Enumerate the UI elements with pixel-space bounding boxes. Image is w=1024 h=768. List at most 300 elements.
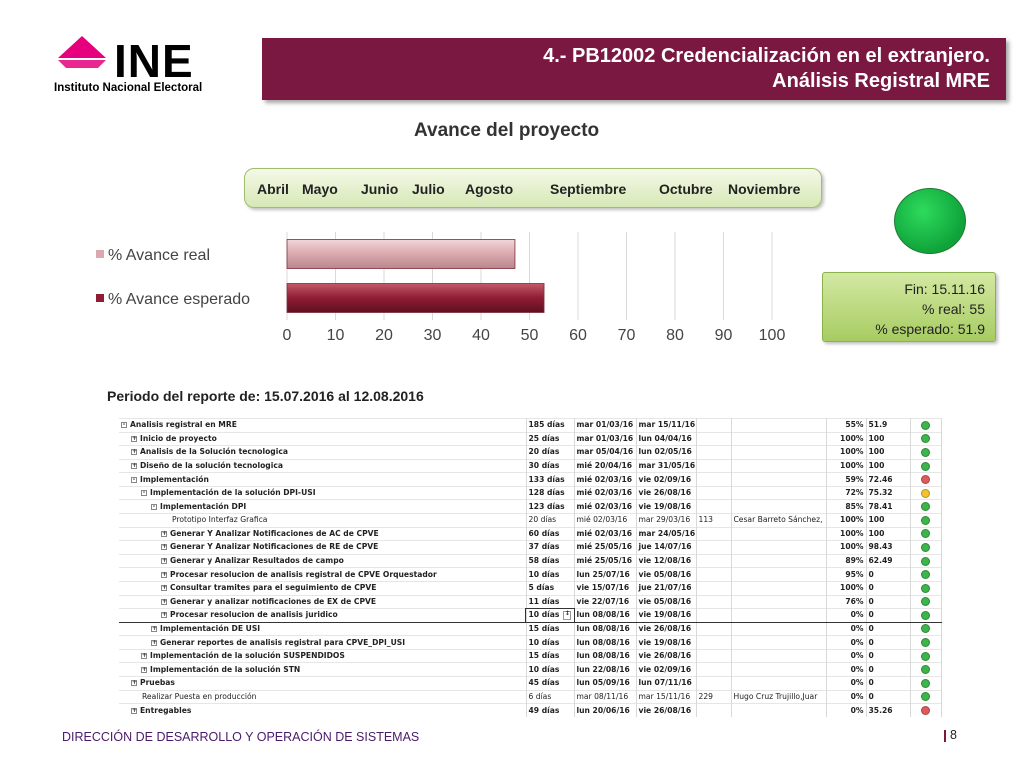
status-dot-icon	[921, 543, 930, 552]
expand-icon[interactable]: +	[162, 570, 168, 578]
task-start: vie 22/07/16	[576, 596, 630, 606]
task-duration-cell	[526, 568, 574, 582]
task-start: mié 25/05/16	[576, 542, 633, 552]
task-name-cell	[119, 690, 526, 704]
task-duration-cell	[526, 514, 574, 528]
task-start: mar 01/03/16	[576, 433, 634, 443]
task-name: Generar y Analizar Resultados de campo	[170, 556, 344, 566]
task-duration: 20 días	[528, 515, 557, 525]
task-row[interactable]	[119, 459, 941, 473]
task-percent: 100%	[840, 447, 864, 457]
task-value-cell	[866, 609, 910, 623]
task-row[interactable]	[119, 419, 941, 433]
task-status-cell	[910, 527, 941, 541]
page-number	[944, 728, 957, 742]
task-resource-cell	[731, 568, 826, 582]
task-start-cell	[574, 541, 636, 555]
task-value: 0	[868, 678, 874, 688]
task-status-cell	[910, 663, 941, 677]
task-name-cell	[119, 514, 526, 528]
task-duration-cell	[526, 486, 574, 500]
task-end: vie 02/09/16	[638, 474, 692, 484]
task-duration: 10 días	[528, 637, 560, 647]
task-end: mar 29/03/16	[638, 515, 691, 525]
task-status-cell	[910, 568, 941, 582]
status-indicator	[894, 188, 966, 254]
task-name: Procesar resolucion de analisis juridico	[170, 610, 338, 620]
x-tick-label: 90	[714, 327, 733, 344]
x-tick-label: 0	[282, 327, 292, 344]
task-end-cell	[636, 690, 696, 704]
task-duration-cell	[526, 595, 574, 609]
task-value-cell	[866, 663, 910, 677]
task-resource-cell	[731, 663, 826, 677]
task-end: lun 07/11/16	[638, 678, 692, 688]
logo-subtitle: Instituto Nacional Electoral	[54, 82, 203, 94]
status-dot-icon	[921, 421, 930, 430]
task-name: Entregables	[140, 705, 192, 715]
task-status-cell	[910, 649, 941, 663]
task-start: mar 01/03/16	[576, 420, 634, 430]
task-end-cell	[636, 541, 696, 555]
status-dot-icon	[921, 638, 930, 647]
task-percent: 95%	[845, 569, 864, 579]
task-duration-cell	[526, 704, 574, 718]
task-predecessor-cell	[696, 649, 731, 663]
task-value: 0	[868, 664, 874, 674]
expand-icon[interactable]: +	[162, 611, 168, 619]
task-start-cell	[574, 609, 636, 623]
task-end: mar 24/05/16	[638, 528, 696, 538]
task-duration: 37 días	[528, 542, 560, 552]
status-dot-icon	[921, 665, 930, 674]
page-number-value: 8	[950, 728, 957, 742]
task-start-cell	[574, 527, 636, 541]
task-duration-cell	[526, 459, 574, 473]
task-name-cell	[119, 554, 526, 568]
task-duration: 10 días	[528, 664, 560, 674]
task-duration: 5 días	[528, 583, 555, 593]
task-end: jue 14/07/16	[638, 542, 692, 552]
status-dot-icon	[921, 597, 930, 606]
task-name: Generar reportes de analisis registral para CPVE_DPI_USI	[160, 637, 406, 647]
status-box	[822, 272, 996, 342]
end-date: Fin: 15.11.16	[904, 281, 985, 297]
task-status-cell	[910, 622, 941, 636]
task-predecessor-cell	[696, 595, 731, 609]
task-name-cell	[119, 595, 526, 609]
task-status-cell	[910, 419, 941, 433]
expand-icon[interactable]: +	[162, 557, 168, 565]
task-value-cell	[866, 581, 910, 595]
expand-icon[interactable]: +	[132, 462, 138, 470]
task-start-cell	[574, 636, 636, 650]
task-duration-cell	[526, 419, 574, 433]
task-duration-cell	[526, 500, 574, 514]
task-percent-cell	[826, 636, 866, 650]
task-value: 0	[868, 583, 874, 593]
task-duration: 58 días	[528, 556, 560, 566]
task-resource-cell	[731, 595, 826, 609]
task-status-cell	[910, 446, 941, 460]
task-value-cell	[866, 419, 910, 433]
task-row[interactable]	[119, 500, 941, 514]
task-name-cell	[119, 446, 526, 460]
task-duration-cell	[526, 581, 574, 595]
task-duration-cell	[526, 690, 574, 704]
task-percent: 100%	[840, 542, 864, 552]
task-percent: 0%	[850, 705, 864, 715]
title-line-1: 4.- PB12002 Credencialización en el extranjero.	[543, 45, 990, 67]
task-percent: 0%	[850, 623, 864, 633]
task-duration: 123 días	[528, 501, 565, 511]
task-name: Implementación de la solución SUSPENDIDOS	[150, 651, 345, 661]
task-name-cell	[119, 676, 526, 690]
task-status-cell	[910, 609, 941, 623]
task-row[interactable]	[119, 527, 941, 541]
expand-icon[interactable]: +	[152, 624, 158, 632]
task-start: lun 08/08/16	[576, 637, 630, 647]
collapse-icon[interactable]: -	[132, 475, 136, 483]
task-percent: 0%	[850, 651, 864, 661]
task-end-cell	[636, 554, 696, 568]
task-end: vie 19/08/16	[638, 610, 692, 620]
task-percent-cell	[826, 568, 866, 582]
task-start: mié 02/03/16	[576, 474, 633, 484]
task-end-cell	[636, 446, 696, 460]
task-name-cell	[119, 663, 526, 677]
task-row[interactable]	[119, 595, 941, 609]
x-tick-label: 30	[423, 327, 442, 344]
task-name-cell	[119, 473, 526, 487]
status-dot-icon	[921, 611, 930, 620]
task-percent-cell	[826, 541, 866, 555]
task-row[interactable]	[119, 609, 941, 623]
task-value: 100	[868, 461, 885, 471]
task-start-cell	[574, 663, 636, 677]
task-resource-cell	[731, 432, 826, 446]
expand-icon[interactable]: +	[162, 543, 168, 551]
status-dot-icon	[921, 679, 930, 688]
bar	[287, 284, 544, 313]
task-value: 0	[868, 623, 874, 633]
title-banner	[262, 38, 1006, 100]
task-end-cell	[636, 636, 696, 650]
status-dot-icon	[921, 584, 930, 593]
task-start-cell	[574, 473, 636, 487]
task-end-cell	[636, 609, 696, 623]
task-value-cell	[866, 636, 910, 650]
task-duration-cell	[526, 446, 574, 460]
task-row[interactable]	[119, 649, 941, 663]
task-end-cell	[636, 595, 696, 609]
task-value-cell	[866, 541, 910, 555]
task-name: Generar y analizar notificaciones de EX de CPVE	[170, 596, 377, 606]
task-name-cell	[119, 500, 526, 514]
task-value: 0	[868, 651, 874, 661]
task-value: 0	[868, 596, 874, 606]
task-start-cell	[574, 459, 636, 473]
task-duration-cell	[526, 432, 574, 446]
bar	[287, 240, 515, 269]
expand-icon[interactable]: +	[162, 597, 168, 605]
task-percent-cell	[826, 554, 866, 568]
task-duration: 15 días	[528, 651, 560, 661]
task-end: vie 05/08/16	[638, 569, 692, 579]
task-predecessor-cell	[696, 690, 731, 704]
task-predecessor-cell	[696, 622, 731, 636]
task-percent: 89%	[845, 556, 864, 566]
task-row[interactable]	[119, 690, 941, 704]
task-value: 98.43	[868, 542, 893, 552]
month-label: Noviembre	[728, 181, 801, 197]
task-start: lun 20/06/16	[576, 705, 630, 715]
task-value-cell	[866, 649, 910, 663]
task-percent-cell	[826, 704, 866, 718]
task-duration: 15 días	[528, 623, 560, 633]
task-percent-cell	[826, 432, 866, 446]
task-row[interactable]	[119, 473, 941, 487]
task-duration-cell	[526, 554, 574, 568]
task-name-cell	[119, 704, 526, 718]
task-value-cell	[866, 446, 910, 460]
task-value-cell	[866, 622, 910, 636]
task-end-cell	[636, 486, 696, 500]
task-start: mié 02/03/16	[576, 515, 628, 525]
task-row[interactable]	[119, 541, 941, 555]
task-end: vie 12/08/16	[638, 556, 692, 566]
task-name: Consultar tramites para el seguimiento de CPVE	[170, 583, 377, 593]
task-table	[119, 418, 942, 717]
expand-icon[interactable]: +	[142, 665, 148, 673]
task-end: mar 31/05/16	[638, 461, 696, 471]
expand-icon[interactable]: +	[132, 448, 138, 456]
task-predecessor-cell	[696, 541, 731, 555]
month-label: Octubre	[659, 181, 713, 197]
task-percent-cell	[826, 514, 866, 528]
expand-icon[interactable]: +	[152, 638, 158, 646]
progress-bar-chart	[86, 220, 806, 370]
task-row[interactable]	[119, 636, 941, 650]
collapse-icon[interactable]: -	[122, 421, 126, 429]
task-end-cell	[636, 649, 696, 663]
task-percent-cell	[826, 595, 866, 609]
task-name-cell	[119, 568, 526, 582]
task-percent-cell	[826, 500, 866, 514]
expand-icon[interactable]: +	[162, 529, 168, 537]
task-row[interactable]	[119, 581, 941, 595]
task-duration: 10 días	[528, 569, 560, 579]
task-end: mar 15/11/16	[638, 420, 696, 430]
status-dot-icon	[921, 475, 930, 484]
task-start-cell	[574, 514, 636, 528]
task-row[interactable]	[119, 704, 941, 718]
task-duration-cell	[526, 541, 574, 555]
task-duration-cell	[526, 663, 574, 677]
task-name-cell	[119, 486, 526, 500]
month-label: Junio	[361, 181, 399, 197]
task-name: Analisis de la Solución tecnologica	[140, 447, 288, 457]
task-name-cell	[119, 649, 526, 663]
task-start: lun 08/08/16	[576, 651, 630, 661]
status-dot-icon	[921, 557, 930, 566]
status-dot-icon	[921, 570, 930, 579]
task-percent-cell	[826, 663, 866, 677]
task-percent: 100%	[840, 528, 864, 538]
expand-icon[interactable]: +	[132, 706, 138, 714]
task-name-cell	[119, 432, 526, 446]
task-value-cell	[866, 527, 910, 541]
task-start-cell	[574, 690, 636, 704]
task-name-cell	[119, 636, 526, 650]
status-dot-icon	[921, 489, 930, 498]
task-value-cell	[866, 704, 910, 718]
x-tick-label: 70	[617, 327, 636, 344]
task-start-cell	[574, 500, 636, 514]
task-resource-cell	[731, 690, 826, 704]
expand-icon[interactable]: +	[162, 584, 168, 592]
status-dot-icon	[921, 529, 930, 538]
duration-spinner-icon[interactable]: ↕	[563, 611, 571, 620]
task-duration: 11 días	[528, 596, 560, 606]
task-end-cell	[636, 622, 696, 636]
task-percent: 72%	[845, 488, 864, 498]
x-tick-label: 50	[520, 327, 539, 344]
task-percent: 100%	[840, 433, 864, 443]
task-status-cell	[910, 486, 941, 500]
task-value-cell	[866, 459, 910, 473]
task-duration: 30 días	[528, 461, 560, 471]
collapse-icon[interactable]: -	[152, 502, 156, 510]
task-name: Implementación DPI	[160, 501, 247, 511]
task-percent: 85%	[845, 501, 864, 511]
task-start-cell	[574, 486, 636, 500]
months-timeline	[244, 168, 822, 208]
category-label: % Avance real	[108, 247, 210, 264]
task-end: vie 02/09/16	[638, 664, 692, 674]
task-row[interactable]	[119, 486, 941, 500]
task-resource-cell	[731, 581, 826, 595]
task-percent-cell	[826, 486, 866, 500]
task-predecessor-cell	[696, 486, 731, 500]
status-dot-icon	[921, 434, 930, 443]
task-end-cell	[636, 514, 696, 528]
task-status-cell	[910, 704, 941, 718]
task-resource-cell	[731, 527, 826, 541]
task-duration: 6 días	[528, 691, 552, 701]
task-duration: 10 días	[528, 610, 560, 620]
ine-diamond-icon	[54, 34, 110, 80]
task-name: Procesar resolucion de analisis registral de CPVE Orquestador	[170, 569, 437, 579]
task-duration-cell	[526, 527, 574, 541]
task-value-cell	[866, 554, 910, 568]
task-row[interactable]	[119, 432, 941, 446]
task-resource-cell	[731, 676, 826, 690]
status-dot-icon	[921, 516, 930, 525]
task-start: lun 08/08/16	[576, 623, 630, 633]
task-duration: 133 días	[528, 474, 565, 484]
task-name: Generar Y Analizar Notificaciones de AC de CPVE	[170, 528, 379, 538]
task-duration: 128 días	[528, 488, 565, 498]
task-start-cell	[574, 432, 636, 446]
task-end-cell	[636, 432, 696, 446]
task-percent-cell	[826, 622, 866, 636]
task-value-cell	[866, 514, 910, 528]
task-predecessor-cell	[696, 663, 731, 677]
task-value: 0	[868, 691, 874, 701]
task-name: Generar Y Analizar Notificaciones de RE de CPVE	[170, 542, 379, 552]
task-percent-cell	[826, 446, 866, 460]
task-percent-cell	[826, 690, 866, 704]
task-duration: 20 días	[528, 447, 560, 457]
task-resource-cell	[731, 514, 826, 528]
task-row[interactable]	[119, 446, 941, 460]
task-start: mié 02/03/16	[576, 528, 633, 538]
task-end: vie 19/08/16	[638, 637, 692, 647]
task-value: 78.41	[868, 501, 893, 511]
x-tick-label: 10	[326, 327, 345, 344]
task-percent: 100%	[840, 515, 864, 525]
expand-icon[interactable]: +	[142, 652, 148, 660]
task-percent: 0%	[850, 691, 864, 701]
task-percent: 100%	[840, 461, 864, 471]
task-row[interactable]	[119, 554, 941, 568]
task-row[interactable]	[119, 676, 941, 690]
task-row[interactable]	[119, 568, 941, 582]
task-duration-cell	[526, 473, 574, 487]
expand-icon[interactable]: +	[132, 679, 138, 687]
task-duration-cell	[526, 649, 574, 663]
status-dot-icon	[921, 652, 930, 661]
task-row[interactable]	[119, 622, 941, 636]
task-end-cell	[636, 473, 696, 487]
task-value: 0	[868, 637, 874, 647]
task-start: mié 20/04/16	[576, 461, 633, 471]
collapse-icon[interactable]: -	[142, 489, 146, 497]
task-end: vie 19/08/16	[638, 501, 692, 511]
task-start-cell	[574, 568, 636, 582]
task-predecessor-cell	[696, 609, 731, 623]
expand-icon[interactable]: +	[132, 434, 138, 442]
task-end: vie 26/08/16	[638, 623, 692, 633]
task-start-cell	[574, 554, 636, 568]
task-predecessor-cell	[696, 514, 731, 528]
task-row[interactable]	[119, 663, 941, 677]
task-duration-cell	[526, 609, 574, 623]
task-predecessor-cell	[696, 581, 731, 595]
task-start-cell	[574, 676, 636, 690]
task-value: 100	[868, 447, 885, 457]
task-start: vie 15/07/16	[576, 583, 630, 593]
task-value-cell	[866, 486, 910, 500]
task-end-cell	[636, 419, 696, 433]
task-value: 100	[868, 515, 885, 525]
task-percent: 0%	[850, 664, 864, 674]
task-name: Pruebas	[140, 678, 175, 688]
task-start: mié 25/05/16	[576, 556, 633, 566]
task-resource-cell	[731, 473, 826, 487]
task-status-cell	[910, 541, 941, 555]
task-start: lun 05/09/16	[576, 678, 630, 688]
task-status-cell	[910, 554, 941, 568]
task-resource: Hugo Cruz Trujillo,Juar	[733, 691, 818, 701]
task-resource-cell	[731, 636, 826, 650]
task-row[interactable]	[119, 514, 941, 528]
task-end: vie 05/08/16	[638, 596, 692, 606]
month-label: Agosto	[465, 181, 514, 197]
task-value-cell	[866, 432, 910, 446]
task-predecessor-cell	[696, 473, 731, 487]
